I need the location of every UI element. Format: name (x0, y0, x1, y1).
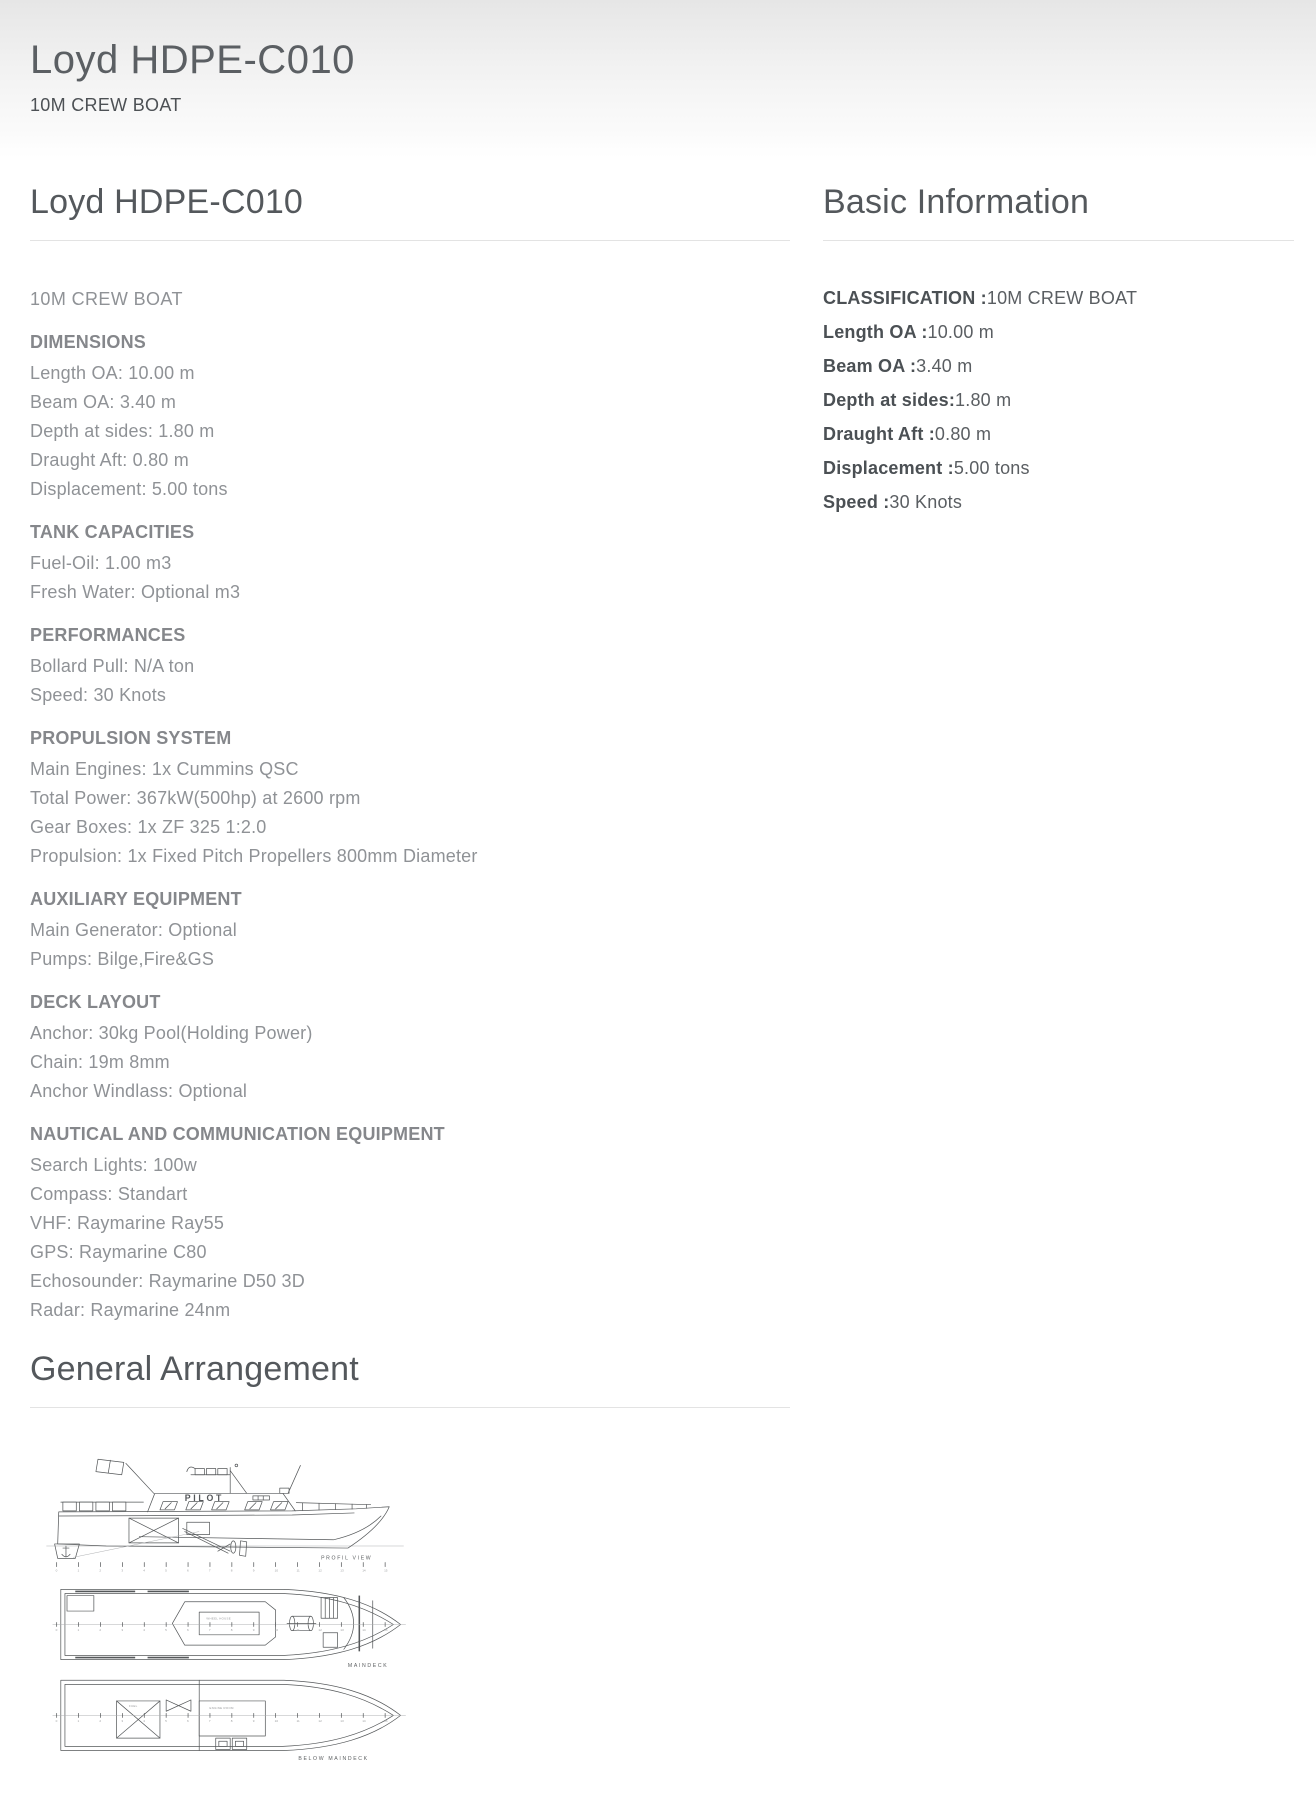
svg-text:12: 12 (318, 1568, 322, 1573)
info-value: 0.80 m (934, 424, 992, 444)
svg-text:10: 10 (274, 1568, 279, 1573)
info-label: Displacement : (823, 458, 954, 478)
spec-line: Chain: 19m 8mm (30, 1052, 170, 1072)
svg-text:7: 7 (208, 1628, 211, 1633)
svg-text:11: 11 (296, 1568, 300, 1573)
below-maindeck-frame-scale (53, 1713, 406, 1723)
info-item (823, 456, 1294, 480)
svg-text:4: 4 (143, 1719, 145, 1724)
spec-section (30, 518, 790, 607)
svg-text:4: 4 (143, 1628, 145, 1633)
hero-banner (0, 0, 1316, 158)
spec-line: Draught Aft: 0.80 m (30, 450, 189, 470)
maindeck-label: MAINDECK (347, 1662, 389, 1669)
spec-section-heading: NAUTICAL AND COMMUNICATION EQUIPMENT (30, 1124, 445, 1144)
wheelhouse-label: WHEEL HOUSE (206, 1616, 232, 1621)
info-label: CLASSIFICATION : (823, 288, 987, 308)
spec-line: Beam OA: 3.40 m (30, 392, 177, 412)
info-label: Length OA : (823, 322, 928, 342)
svg-text:12: 12 (318, 1719, 322, 1724)
info-item (823, 490, 1294, 514)
svg-text:13: 13 (340, 1719, 344, 1724)
profile-frame-scale (56, 1563, 388, 1573)
below-maindeck-label: BELOW MAINDECK (298, 1755, 369, 1762)
svg-text:2: 2 (99, 1719, 102, 1724)
spec-line: GPS: Raymarine C80 (30, 1242, 207, 1262)
spec-line: Main Generator: Optional (30, 920, 237, 940)
spec-line: Main Engines: 1x Cummins QSC (30, 759, 299, 779)
info-item (823, 286, 1294, 310)
svg-text:6: 6 (187, 1628, 189, 1633)
svg-text:15: 15 (384, 1719, 388, 1724)
spec-section (30, 885, 790, 974)
svg-text:4: 4 (143, 1568, 145, 1573)
engine-room-label: ENGINE ROOM (209, 1706, 234, 1711)
general-arrangement-divider (30, 1407, 790, 1408)
spec-line: Speed: 30 Knots (30, 685, 167, 705)
svg-text:12: 12 (318, 1628, 322, 1633)
maindeck-view (53, 1589, 406, 1668)
spec-column (30, 158, 790, 1771)
info-value: 3.40 m (916, 356, 973, 376)
svg-text:6: 6 (187, 1568, 189, 1573)
info-label: Beam OA : (823, 356, 917, 376)
pilot-cabin-label: PILOT (184, 1493, 224, 1504)
svg-text:14: 14 (362, 1719, 366, 1724)
svg-text:14: 14 (362, 1568, 366, 1573)
svg-text:13: 13 (340, 1628, 344, 1633)
spec-section-heading: TANK CAPACITIES (30, 522, 195, 542)
info-label: Depth at sides: (823, 390, 956, 410)
svg-text:3: 3 (121, 1568, 124, 1573)
spec-section (30, 724, 790, 871)
spec-section-heading: DECK LAYOUT (30, 992, 161, 1012)
basic-info-title: Basic Information (823, 183, 1090, 221)
svg-text:9: 9 (252, 1719, 255, 1724)
spec-line: Fresh Water: Optional m3 (30, 582, 241, 602)
svg-text:6: 6 (187, 1719, 189, 1724)
info-item (823, 354, 1294, 378)
spec-line: Radar: Raymarine 24nm (30, 1300, 231, 1320)
svg-text:15: 15 (384, 1568, 388, 1573)
svg-text:8: 8 (230, 1628, 233, 1633)
svg-text:10: 10 (274, 1628, 279, 1633)
basic-info-list (823, 286, 1294, 514)
info-label: Speed : (823, 492, 890, 512)
svg-text:3: 3 (121, 1628, 124, 1633)
info-value: 10M CREW BOAT (986, 288, 1138, 308)
engine-space-mark (129, 1518, 179, 1543)
svg-text:0: 0 (55, 1719, 58, 1724)
basic-info-divider (823, 240, 1294, 241)
spec-line: Total Power: 367kW(500hp) at 2600 rpm (30, 788, 361, 808)
svg-text:9: 9 (252, 1628, 255, 1633)
svg-text:7: 7 (208, 1719, 211, 1724)
fuel-tank (117, 1701, 160, 1738)
engine-room-plan (199, 1701, 265, 1750)
page-subtitle: 10M CREW BOAT (30, 95, 182, 115)
svg-text:0: 0 (55, 1628, 58, 1633)
spec-section (30, 328, 790, 504)
spec-line: Compass: Standart (30, 1184, 188, 1204)
spec-section (30, 621, 790, 710)
svg-text:5: 5 (165, 1719, 167, 1724)
svg-text:5: 5 (165, 1628, 167, 1633)
spec-section-heading: PROPULSION SYSTEM (30, 728, 232, 748)
svg-text:13: 13 (340, 1568, 344, 1573)
mast-and-antennas (187, 1464, 301, 1493)
svg-text:7: 7 (208, 1568, 211, 1573)
spec-line: Depth at sides: 1.80 m (30, 421, 215, 441)
info-item (823, 388, 1294, 412)
general-arrangement-drawing (38, 1452, 790, 1771)
svg-text:14: 14 (362, 1628, 366, 1633)
spec-line: Displacement: 5.00 tons (30, 479, 228, 499)
spec-section-heading: PERFORMANCES (30, 625, 186, 645)
spec-section (30, 988, 790, 1106)
info-item (823, 320, 1294, 344)
spec-line: Propulsion: 1x Fixed Pitch Propellers 800mm Diameter (30, 846, 478, 866)
svg-text:0: 0 (55, 1568, 58, 1573)
below-maindeck-view (53, 1680, 406, 1762)
svg-text:1: 1 (77, 1719, 80, 1724)
info-value: 1.80 m (955, 390, 1012, 410)
spec-line: VHF: Raymarine Ray55 (30, 1213, 225, 1233)
propeller-shaft (183, 1522, 247, 1556)
svg-text:2: 2 (99, 1568, 102, 1573)
spec-line: Pumps: Bilge,Fire&GS (30, 949, 215, 969)
spec-line: Anchor Windlass: Optional (30, 1081, 248, 1101)
svg-text:8: 8 (230, 1568, 233, 1573)
info-value: 5.00 tons (953, 458, 1030, 478)
svg-text:1: 1 (77, 1628, 80, 1633)
spec-line: Length OA: 10.00 m (30, 363, 195, 383)
main-content (0, 158, 1316, 1771)
spec-tagline: 10M CREW BOAT (30, 289, 183, 309)
page-title: Loyd HDPE-C010 (30, 38, 355, 82)
spec-line: Fuel-Oil: 1.00 m3 (30, 553, 172, 573)
svg-text:9: 9 (252, 1568, 255, 1573)
info-value: 30 Knots (889, 492, 963, 512)
winch (287, 1616, 316, 1633)
spec-line: Bollard Pull: N/A ton (30, 656, 195, 676)
svg-text:11: 11 (296, 1719, 300, 1724)
fuel-tank-label: FUEL (128, 1704, 138, 1709)
svg-text:3: 3 (121, 1719, 124, 1724)
spec-line: Search Lights: 100w (30, 1155, 197, 1175)
spec-line: Gear Boxes: 1x ZF 325 1:2.0 (30, 817, 267, 837)
cabin-windows (160, 1502, 288, 1510)
general-arrangement-title: General Arrangement (30, 1350, 359, 1388)
profile-view (46, 1459, 403, 1572)
svg-text:2: 2 (99, 1628, 102, 1633)
spec-section-heading: DIMENSIONS (30, 332, 147, 352)
svg-text:5: 5 (165, 1568, 167, 1573)
info-value: 10.00 m (927, 322, 994, 342)
svg-text:1: 1 (77, 1568, 80, 1573)
spec-line: Echosounder: Raymarine D50 3D (30, 1271, 305, 1291)
spec-title-divider (30, 240, 790, 241)
svg-text:15: 15 (384, 1628, 388, 1633)
svg-text:11: 11 (296, 1628, 300, 1633)
spec-section (30, 1120, 790, 1325)
spec-section-heading: AUXILIARY EQUIPMENT (30, 889, 242, 909)
spec-title: Loyd HDPE-C010 (30, 183, 304, 221)
info-item (823, 422, 1294, 446)
spec-sections (30, 328, 790, 1325)
svg-text:10: 10 (274, 1719, 279, 1724)
bowtie-mark (166, 1700, 191, 1711)
flag (96, 1459, 154, 1493)
basic-info-column (823, 158, 1294, 524)
boat-drawing (38, 1452, 410, 1766)
svg-text:8: 8 (230, 1719, 233, 1724)
info-label: Draught Aft : (823, 424, 935, 444)
spec-line: Anchor: 30kg Pool(Holding Power) (30, 1023, 313, 1043)
profile-view-label: PROFIL VIEW (321, 1555, 373, 1562)
